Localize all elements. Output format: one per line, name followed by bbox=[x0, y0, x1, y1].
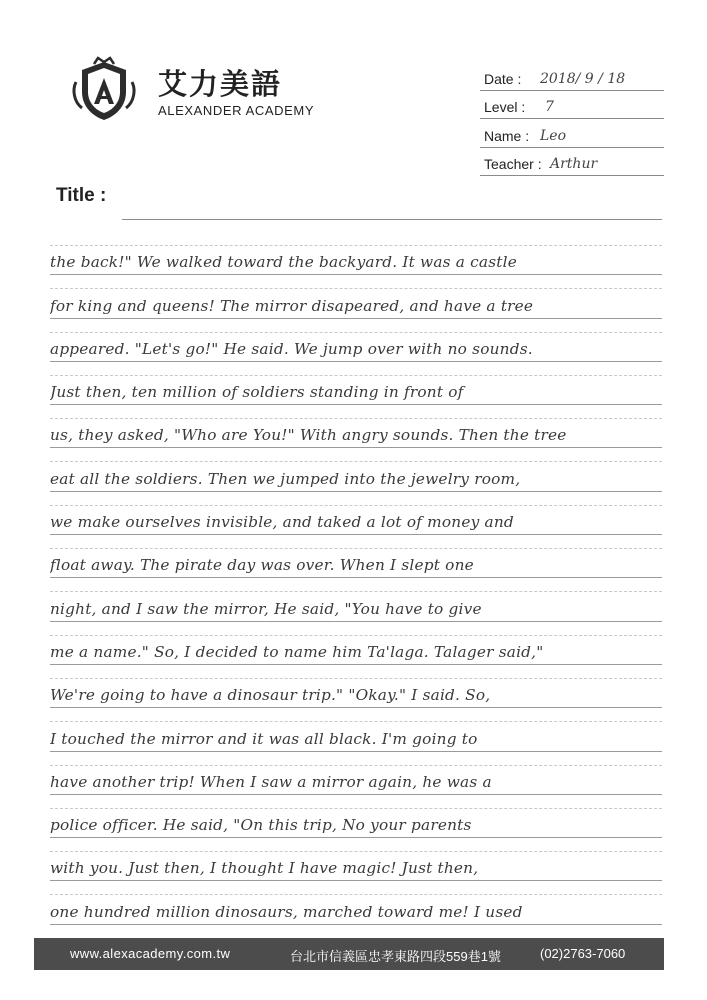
brand-name-chinese: 艾力美語 bbox=[158, 67, 283, 101]
writing-line bbox=[50, 578, 662, 621]
handwritten-text: me a name." So, I decided to name him Ta'laga. Talager said," bbox=[50, 642, 544, 661]
handwritten-text: us, they asked, "Who are You!" With angry sounds. Then the tree bbox=[50, 426, 567, 445]
title-label: Title : bbox=[56, 185, 107, 206]
handwritten-text: eat all the soldiers. Then we jumped into the jewelry room, bbox=[50, 469, 521, 488]
level-row bbox=[480, 91, 664, 120]
writing-line bbox=[50, 405, 662, 448]
handwritten-text: night, and I saw the mirror, He said, "You have to give bbox=[50, 599, 482, 618]
handwritten-text: appeared. "Let's go!" He said. We jump over with no sounds. bbox=[50, 339, 533, 358]
writing-line bbox=[50, 752, 662, 795]
name-value: Leo bbox=[540, 127, 567, 144]
footer-bar bbox=[34, 938, 664, 970]
name-label: Name : bbox=[484, 127, 530, 144]
writing-line bbox=[50, 795, 662, 838]
handwritten-text: with you. Just then, I thought I have magic! Just then, bbox=[50, 859, 479, 878]
writing-line bbox=[50, 362, 662, 405]
writing-line bbox=[50, 622, 662, 665]
handwritten-text: police officer. He said, "On this trip, No your parents bbox=[50, 816, 472, 835]
handwritten-text: for king and queens! The mirror disapeared, and have a tree bbox=[50, 296, 534, 315]
writing-line bbox=[50, 275, 662, 318]
title-underline bbox=[122, 219, 662, 220]
academy-crest-icon bbox=[70, 56, 138, 124]
teacher-row bbox=[480, 148, 664, 177]
date-value: 2018/ 9 / 18 bbox=[540, 70, 626, 87]
writing-line bbox=[50, 319, 662, 362]
handwritten-text: the back!" We walked toward the backyard. It was a castle bbox=[50, 253, 517, 272]
writing-line bbox=[50, 232, 662, 275]
handwritten-text: float away. The pirate day was over. When I slept one bbox=[50, 556, 474, 575]
writing-lines bbox=[50, 232, 662, 925]
writing-line bbox=[50, 492, 662, 535]
date-row bbox=[480, 62, 664, 91]
footer-phone: (02)2763-7060 bbox=[540, 946, 626, 961]
writing-line bbox=[50, 535, 662, 578]
handwritten-text: we make ourselves invisible, and taked a lot of money and bbox=[50, 513, 514, 532]
date-label: Date : bbox=[484, 70, 522, 87]
writing-line bbox=[50, 838, 662, 881]
writing-line bbox=[50, 708, 662, 751]
writing-line bbox=[50, 448, 662, 491]
footer-website: www.alexacademy.com.tw bbox=[70, 946, 231, 961]
footer-address: 台北市信義區忠孝東路四段559巷1號 bbox=[290, 949, 501, 964]
writing-line bbox=[50, 665, 662, 708]
teacher-label: Teacher : bbox=[484, 156, 542, 172]
handwritten-text: Just then, ten million of soldiers standing in front of bbox=[50, 383, 464, 402]
handwritten-text: have another trip! When I saw a mirror again, he was a bbox=[50, 772, 492, 791]
brand-name-english: ALEXANDER ACADEMY bbox=[158, 103, 315, 118]
handwritten-text: one hundred million dinosaurs, marched toward me! I used bbox=[50, 902, 523, 921]
name-row bbox=[480, 119, 664, 148]
level-value: 7 bbox=[545, 99, 554, 115]
teacher-value: Arthur bbox=[550, 156, 598, 172]
handwritten-text: We're going to have a dinosaur trip." "Okay." I said. So, bbox=[50, 686, 491, 705]
writing-line bbox=[50, 881, 662, 924]
level-label: Level : bbox=[484, 99, 526, 115]
handwritten-text: I touched the mirror and it was all black. I'm going to bbox=[50, 729, 478, 748]
student-info-block bbox=[480, 62, 664, 176]
